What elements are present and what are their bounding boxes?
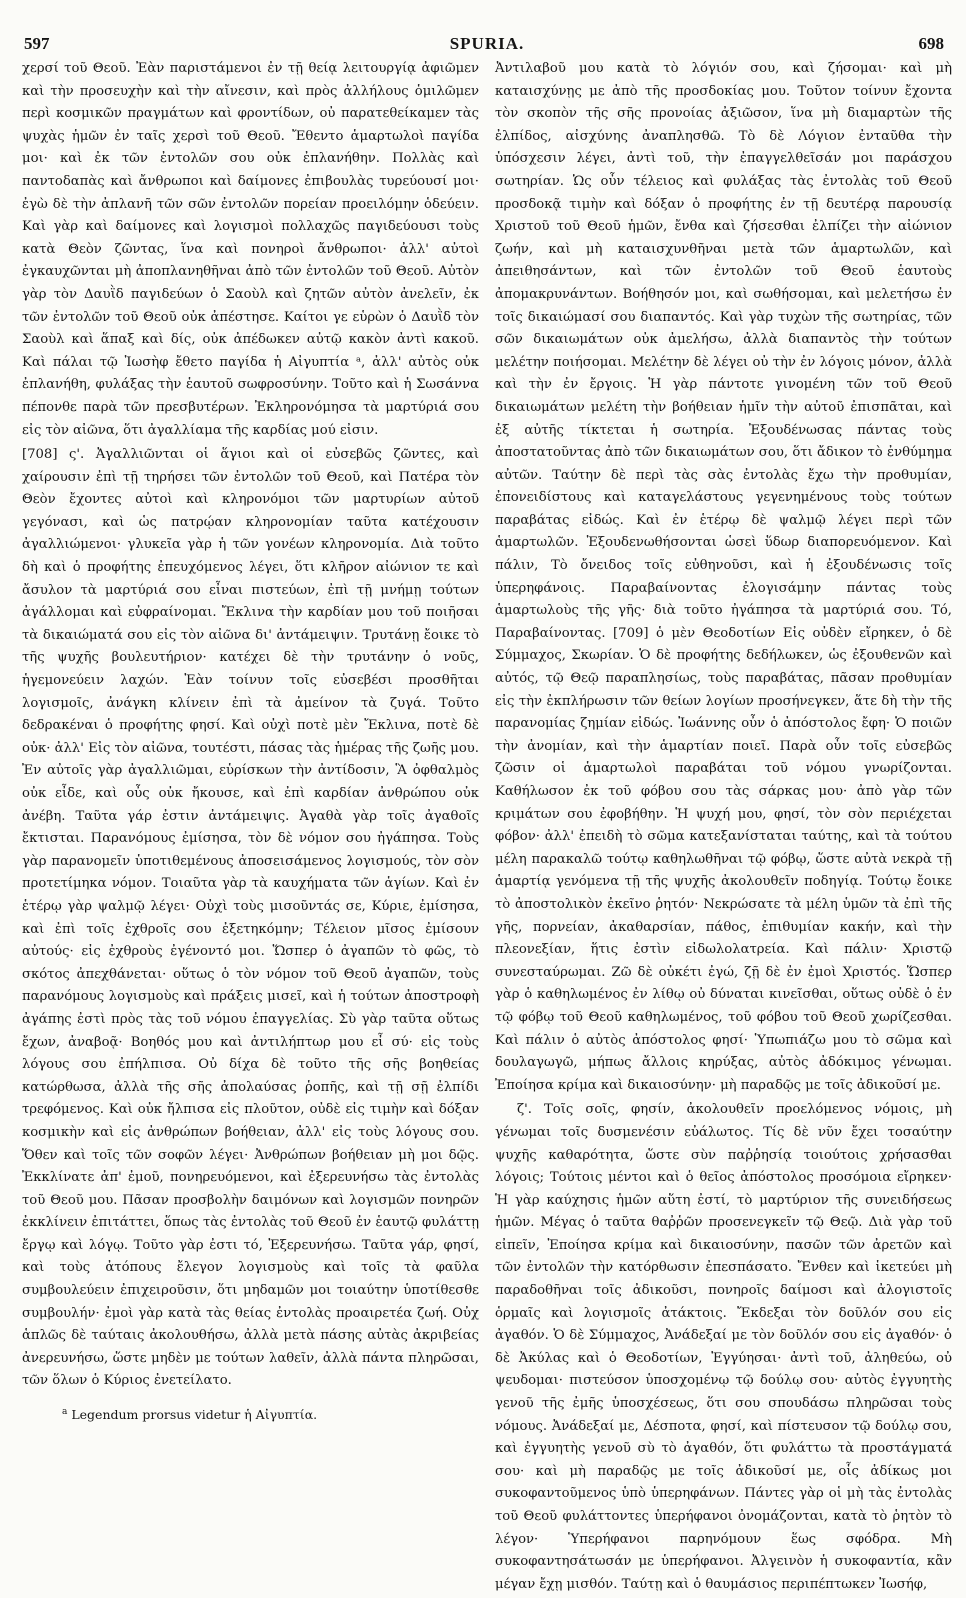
footnote-text: Legendum prorsus videtur ἡ Αἰγυπτία.	[71, 1407, 318, 1423]
page-number-left: 597	[24, 34, 50, 53]
page-header	[22, 30, 952, 58]
paragraph: Ἀντιλαβοῦ μου κατὰ τὸ λόγιόν σου, καὶ ζήσομαι· καὶ μὴ καταισχύνῃς με ἀπὸ τῆς προσδοκίας μου. Τοῦτον τοίνυν ἔχοντα τὸν σκοπὸν τῆς σῆς προνοίας ἀξιῶσον, ἵνα μὴ διαμαρτὼν τῆς ἐλπίδος, αἰσχύνης ἀναπλησθῶ. Τὸ δὲ Λόγιον ἐνταῦθα τὴν ὑπόσχεσιν λέγει, ἀντὶ τοῦ, τὴν ἐπαγγελθεῖσάν μοι παράσχου σωτηρίαν. Ὡς οὖν τέλειος καὶ φυλάξας τὰς ἐντολὰς τοῦ Θεοῦ προσδοκᾷ τιμὴν καὶ δόξαν ὁ προφήτης ἐν τῇ δευτέρᾳ παρουσίᾳ Χριστοῦ τοῦ Θεοῦ ἡμῶν, ἔνθα καὶ ζήσεσθαι ἐλπίζει τὴν αἰώνιον ζωήν, καὶ μὴ καταισχυνθῆναι μετὰ τῶν ἁμαρτωλῶν, καὶ ἀπειθησάντων, καὶ τῶν ἐντολῶν τοῦ Θεοῦ ἑαυτοὺς ἀπομακρυνάντων. Βοήθησόν μοι, καὶ σωθήσομαι, καὶ μελετήσω ἐν τοῖς δικαιώμασί σου διαπαντός. Καὶ γὰρ τυχὼν τῆς σωτηρίας, τῶν σῶν δικαιωμάτων οὐκ ἀμελήσω, ἀλλὰ διαπαντὸς τὴν τούτων μελέτην ποιήσομαι. Μελέτην δὲ λέγει οὐ τὴν ἐν λόγοις μόνον, ἀλλὰ καὶ τὴν ἐν ἔργοις. Ἡ γὰρ πάντοτε γινομένη τῶν τοῦ Θεοῦ δικαιωμάτων μελέτη τὴν βοήθειαν ἡμῖν τὴν αὐτοῦ ἐπισπᾶται, καὶ ἐξ αὐτῆς τίκτεται ἡ σωτηρία. Ἐξουδένωσας πάντας τοὺς ἀποστατοῦντας ἀπὸ τῶν δικαιωμάτων σου, ὅτι ἄδικον τὸ ἐνθύμημα αὐτῶν. Ταύτην δὲ περὶ τὰς σὰς ἐντολὰς ἔχω τὴν προθυμίαν, ἐπονειδίστους καὶ καταγελάστους γεγενημένους τοὺς τούτων παραβάτας εἰδώς. Καὶ ἐν ἑτέρῳ δὲ ψαλμῷ λέγει περὶ τῶν ἁμαρτωλῶν. Ἐξουδενωθήσονται ὡσεὶ ὕδωρ διαπορευόμενον. Καὶ πάλιν, Τὸ ὄνειδος τοῖς εὐθηνοῦσι, καὶ ἡ ἐξουδένωσις τοῖς ὑπερηφάνοις. Παραβαίνοντας ἐλογισάμην πάντας τοὺς ἁμαρτωλοὺς τῆς γῆς· διὰ τοῦτο ἠγάπησα τὰ μαρτύριά σου. Τό, Παραβαίνοντας. [709] ὁ μὲν Θεοδοτίων Εἰς οὐδὲν εἴρηκεν, ὁ δὲ Σύμμαχος, Σκωρίαν. Ὁ δὲ προφήτης δεδήλωκεν, ὡς ἐξουθενῶν καὶ αὐτός, τῷ Θεῷ παραπλησίως, τοὺς παραβάτας, πᾶσαν προθυμίαν εἰς τὴν ἐκπλήρωσιν τῶν θείων λογίων προσήνεγκεν, ἅτε δὴ τὴν τῆς παρανομίας ζημίαν εἰδώς. Ἰωάννης οὖν ὁ ἀπόστολος ἔφη· Ὁ ποιῶν τὴν ἀνομίαν, καὶ τὴν ἁμαρτίαν ποιεῖ. Παρὰ οὖν τοῖς εὐσεβῶς ζῶσιν οἱ ἁμαρτωλοὶ παραβάται τοῦ νόμου γνωρίζονται. Καθήλωσον ἐκ τοῦ φόβου σου τὰς σάρκας μου· ἀπὸ γὰρ τῶν κριμάτων σου ἐφοβήθην. Ἡ ψυχή μου, φησί, τὸν σὸν περιέχεται φόβον· ἀλλ' ἐπειδὴ τὸ σῶμα κατεξανίσταται ταύτης, καὶ τὰ τούτου μέλη παρακαλῶ τούτῳ καθηλωθῆναι τῷ φόβῳ, ὥστε αὐτὰ νεκρὰ τῇ ἁμαρτίᾳ γενόμενα τῇ τῆς ψυχῆς ἀκολουθεῖν ποδηγίᾳ. Τούτῳ ἔοικε τὸ ἀποστολικὸν ἐκεῖνο ῥητόν· Νεκρώσατε τὰ μέλη ὑμῶν τὰ ἐπὶ τῆς γῆς, πορνείαν, ἀκαθαρσίαν, πάθος, ἐπιθυμίαν κακήν, καὶ τὴν πλεονεξίαν, ἥτις ἐστὶν εἰδωλολατρεία. Καὶ πάλιν· Χριστῷ συνεσταύρωμαι. Ζῶ δὲ οὐκέτι ἐγώ, ζῇ δὲ ἐν ἐμοὶ Χριστός. Ὥσπερ γὰρ ὁ καθηλωμένος ἐν λίθῳ οὐ δύναται κινεῖσθαι, οὕτως οὐδὲ ὁ ἐν τῷ φόβῳ τοῦ Θεοῦ καθηλωμένος, τοῦ φόβου τοῦ Θεοῦ χωρίζεσθαι. Καὶ πάλιν ὁ αὐτὸς ἀπόστολος φησί· Ὑπωπιάζω μου τὸ σῶμα καὶ δουλαγωγῶ, μήπως ἄλλοις κηρύξας, αὐτὸς ἀδόκιμος γένωμαι. Ἐποίησα κρίμα καὶ δικαιοσύνην· μὴ παραδῷς με τοῖς ἀδικοῦσί με.	[495, 61, 952, 1093]
paragraph: [708] ς'. Ἀγαλλιῶνται οἱ ἅγιοι καὶ οἱ εὐσεβῶς ζῶντες, καὶ χαίρουσιν ἐπὶ τῇ τηρήσει τῶν ἐντολῶν τοῦ Θεοῦ, καὶ Πατέρα τὸν Θεὸν ἔχοντες αὐτοὶ καὶ κληρονόμοι τῶν μαρτυρίων αὐτοῦ γεγόνασι, καὶ ὡς πατρῴαν κληρονομίαν ταῦτα κατέχουσιν ἀγαλλιώμενοι· γλυκεῖα γὰρ ἡ τῶν γονέων κληρονομία. Διὰ τοῦτο δὴ καὶ ὁ προφήτης ἐπευχόμενος λέγει, ὅτι κλῆρον αἰώνιον τε καὶ ἄσυλον τὰ μαρτύριά σου εἶναι πιστεύων, ἐπὶ τῇ μνήμῃ τούτων ἀγάλλομαι καὶ εὐφραίνομαι. Ἔκλινα τὴν καρδίαν μου τοῦ ποιῆσαι τὰ δικαιώματά σου εἰς τὸν αἰῶνα δι' ἀντάμειψιν. Τρυτάνῃ ἔοικε τὸ τῆς ψυχῆς βουλευτήριον· κατέχει δὲ τὴν τρυτάνην ὁ νοῦς, ἡγεμονεύειν λαχών. Ἐὰν τοίνυν τοῖς εὐσεβέσι προσθῆται λογισμοῖς, ἀνάγκη κλίνειν ἐπὶ τὰ ἀμείνον τὰ ζυγά. Τοῦτο δεδρακέναι ὁ προφήτης φησί. Καὶ οὐχὶ ποτὲ μὲν Ἔκλινα, ποτὲ δὲ οὐκ· ἀλλ' Εἰς τὸν αἰῶνα, τουτέστι, πάσας τὰς ἡμέρας τῆς ζωῆς μου. Ἐν αὐτοῖς γὰρ ἀγαλλιῶμαι, εὑρίσκων τὴν ἀντίδοσιν, Ἃ ὀφθαλμὸς οὐκ εἶδε, καὶ οὖς οὐκ ἤκουσε, καὶ ἐπὶ καρδίαν ἀνθρώπου οὐκ ἀνέβη. Ταῦτα γάρ ἐστιν ἀντάμειψις. Ἀγαθὰ γὰρ τοῖς ἀγαθοῖς ἔκτισται. Παρανόμους ἐμίσησα, τὸν δὲ νόμον σου ἠγάπησα. Τοὺς γὰρ παρανομεῖν ὑποτιθεμένους ἀποσεισάμενος λογισμούς, τὸν σὸν προτετίμηκα νόμον. Τοιαῦτα γὰρ τὰ καυχήματα τῶν ἁγίων. Καὶ ἐν ἑτέρῳ γὰρ ψαλμῷ λέγει· Οὐχὶ τοὺς μισοῦντάς σε, Κύριε, ἐμίσησα, καὶ ἐπὶ τοῖς ἐχθροῖς σου ἐξετηκόμην; Τέλειον μῖσος ἐμίσουν αὐτούς· εἰς ἐχθροὺς ἐγένοντό μοι. Ὥσπερ ὁ ἀγαπῶν τὸ φῶς, τὸ σκότος ἀπεχθάνεται· οὕτως ὁ τὸν νόμον τοῦ Θεοῦ ἀγαπῶν, τοὺς παρανόμους λογισμοὺς καὶ πράξεις μισεῖ, καὶ ἡ τούτων ἀποστροφὴ ἀγάπης ἐστὶ πρὸς τὰς τοῦ νόμου ἐπαγγελίας. Σὺ γὰρ ταῦτα οὕτως ἔχων, ἀναβοᾷ· Βοηθός μου καὶ ἀντιλήπτωρ μου εἶ σύ· εἰς τοὺς λόγους σου ἐπήλπισα. Οὐ δίχα δὲ τοῦτο τῆς σῆς βοηθείας κατώρθωσα, ἀλλὰ τῆς σῆς ἀπολαύσας ῥοπῆς, καὶ τῇ σῇ ἐλπίδι τρεφόμενος. Καὶ οὐκ ἤλπισα εἰς πλοῦτον, οὐδὲ εἰς τιμὴν καὶ δόξαν κοσμικὴν καὶ εἰς ἀνθρώπων βοήθειαν, ἀλλ' εἰς τοὺς λόγους σου. Ὅθεν καὶ τοῖς τῶν σοφῶν λέγει· Ἀνθρώπων βοήθειαν μὴ μοι δῷς. Ἐκκλίνατε ἀπ' ἐμοῦ, πονηρευόμενοι, καὶ ἐξερευνήσω τὰς ἐντολὰς τοῦ Θεοῦ μου. Πᾶσαν προσβολὴν δαιμόνων καὶ λογισμῶν πονηρῶν ἐκκλίνειν ἐπιτάττει, ὅπως τὰς ἐντολὰς τοῦ Θεοῦ ἐν ἑαυτῷ φυλάττῃ ἔργῳ καὶ λόγῳ. Τοῦτο γὰρ ἐστι τό, Ἐξερευνήσω. Ταῦτα γάρ, φησί, καὶ τοὺς ἀτόπους ἔλεγον λογισμοὺς καὶ τοῖς τὰ φαῦλα συμβουλεύειν ἐπιχειροῦσιν, ὅτι μηδαμῶν μοι τοιαύτην ὑποτίθεσθε συμβουλήν· ἐμοὶ γὰρ κατὰ τὰς θείας ἐντολὰς προαιρετέα ζωή. Οὐχ ἁπλῶς δὲ ταύταις ἀκολουθήσω, ἀλλὰ μετὰ πάσης αὐτὰς ἀκριβείας ἀνερευνήσω, ὥστε μηδὲν με τούτων λαθεῖν, ἀλλὰ πάντα πληρῶσαι, τῶν ὅλων ὁ Κύριος ἐνετείλατο.	[22, 447, 479, 1389]
paragraph: ζ'. Τοῖς σοῖς, φησίν, ἀκολουθεῖν προελόμενος νόμοις, μὴ γένωμαι τοῖς δυσμενέσιν εὐάλωτος. Τίς δὲ νῦν ἔχει τοσαύτην ψυχῆς καθαρότητα, ὥστε σὺν παῤῥησίᾳ τοιούτοις χρήσασθαι λόγοις; Τούτοις μέντοι καὶ ὁ θεῖος ἀπόστολος προσόμοια εἴρηκεν· Ἡ γὰρ καύχησις ἡμῶν αὕτη ἐστί, τὸ μαρτύριον τῆς συνειδήσεως ἡμῶν. Μέγας ὁ ταῦτα θαῤῥῶν προσενεγκεῖν τῷ Θεῷ. Διὰ γὰρ τοῦ εἰπεῖν, Ἐποίησα κρίμα καὶ δικαιοσύνην, πασῶν τῶν ἀρετῶν καὶ τῶν ἐντολῶν τὴν κατόρθωσιν ἐπεσπάσατο. Ἔνθεν καὶ ἱκετεύει μὴ παραδοθῆναι τοῖς ἀδικοῦσι, πονηροῖς δαίμοσι καὶ ἀλογιστοῖς ὁρμαῖς καὶ λογισμοῖς ἀτάκτοις. Ἔκδεξαι τὸν δοῦλόν σου εἰς ἀγαθόν. Ὁ δὲ Σύμμαχος, Ἀνάδεξαί με τὸν δοῦλόν σου εἰς ἀγαθόν· ὁ δὲ Ἀκύλας καὶ ὁ Θεοδοτίων, Ἐγγύησαι· ἀντὶ τοῦ, ἀληθεύω, οὐ ψευδομαι· πιστεύσον ὑποσχομένῳ τῷ δούλῳ σου· αὐτὸς ἐγγυητὴς γενοῦ τῆς ἐμῆς ὑποσχέσεως, ὅτι σου σπουδάσω πληρῶσαι τοὺς νόμους. Ἀνάδεξαί με, Δέσποτα, φησί, καὶ πίστευσον τῷ δούλῳ σου, καὶ ἐγγυητὴς γενοῦ σὺ τὸ ἀγαθόν, ὅτι φυλάττω τὰ προστάγματά σου· καὶ μὴ παραδῷς με τοῖς ἀδικοῦσί με, οἷς ἀδίκως μοι συκοφαντοῦμενος ὑπὸ ὑπερηφάνων. Πάντες γὰρ οἱ μὴ τὰς ἐντολὰς τοῦ Θεοῦ φυλάττοντες ὑπερήφανοι ὀνομάζονται, κατὰ τὸ ῥητὸν τὸ λέγον· Ὑπερήφανοι παρηνόμουν ἕως σφόδρα. Μὴ συκοφαντησάτωσάν με ὑπερήφανοι. Ἀλγεινὸν ἡ συκοφαντία, κἂν μέγαν ἔχῃ μισθόν. Ταύτῃ καὶ ὁ θαυμάσιος περιπέπτωκεν Ἰωσήφ,	[495, 1102, 952, 1592]
page-number-right: 698	[918, 34, 944, 53]
paragraph: χερσί τοῦ Θεοῦ. Ἐὰν παριστάμενοι ἐν τῇ θείᾳ λειτουργίᾳ ἀφιῶμεν καὶ τὴν προσευχὴν καὶ τὴν αἴνεσιν, καὶ πρὸς ἀλλήλους ὁμιλῶμεν περὶ κοσμικῶν πραγμάτων καὶ φροντίδων, οὐ παρατεθείκαμεν τὰς ψυχὰς ἡμῶν ἐν ταῖς χερσὶ τοῦ Θεοῦ. Ἔθεντο ἁμαρτωλοὶ παγίδα μοι· καὶ ἐκ τῶν ἐντολῶν σου οὐκ ἐπλανήθην. Πολλὰς καὶ παντοδαπὰς καὶ ἄνθρωποι καὶ δαίμονες ἐπιβουλὰς τυρεύουσί μοι· ἐγὼ δὲ τὴν ἀπλανῆ τῶν σῶν ἐντολῶν πορείαν προειλόμην ὁδεύειν. Καὶ γὰρ καὶ δαίμονες καὶ λογισμοὶ πολλαχῶς παγιδεύουσι τοὺς κατὰ Θεὸν ζῶντας, ἵνα καὶ πονηροὶ ἄνθρωποι· ἀλλ' αὐτοὶ ἐγκαυχῶνται μὴ ἀποπλανηθῆναι ἀπὸ τῶν ἐντολῶν τοῦ Θεοῦ. Αὐτὸν γὰρ τὸν Δαυῒδ παγιδεύων ὁ Σαοὺλ καὶ ζητῶν αὐτὸν ἀνελεῖν, ἐκ τῶν ἐντολῶν τοῦ Θεοῦ οὐκ ἀπέστησε. Καίτοι γε εὑρὼν ὁ Δαυῒδ τὸν Σαοὺλ καὶ ἅπαξ καὶ δίς, οὐκ ἀπέδωκεν αὐτῷ κακὸν ἀντὶ κακοῦ. Καὶ πάλαι τῷ Ἰωσὴφ ἔθετο παγίδα ἡ Αἰγυπτία ᵃ, ἀλλ' αὐτὸς οὐκ ἐπλανήθη, φυλάξας τὴν ἑαυτοῦ σωφροσύνην. Τοῦτο καὶ ἡ Σωσάννα πέπονθε παρὰ τῶν πρεσβυτέρων. Ἐκληρονόμησα τὰ μαρτύριά σου εἰς τὸν αἰῶνα, ὅτι ἀγαλλίαμα τῆς καρδίας μού εἰσιν.	[22, 61, 479, 438]
running-head: SPURIA.	[449, 34, 525, 53]
right-column	[495, 58, 952, 1598]
text-columns	[22, 58, 952, 1598]
footnote	[22, 1403, 479, 1424]
footnote-marker: a	[62, 1407, 68, 1418]
left-column	[22, 58, 479, 1598]
